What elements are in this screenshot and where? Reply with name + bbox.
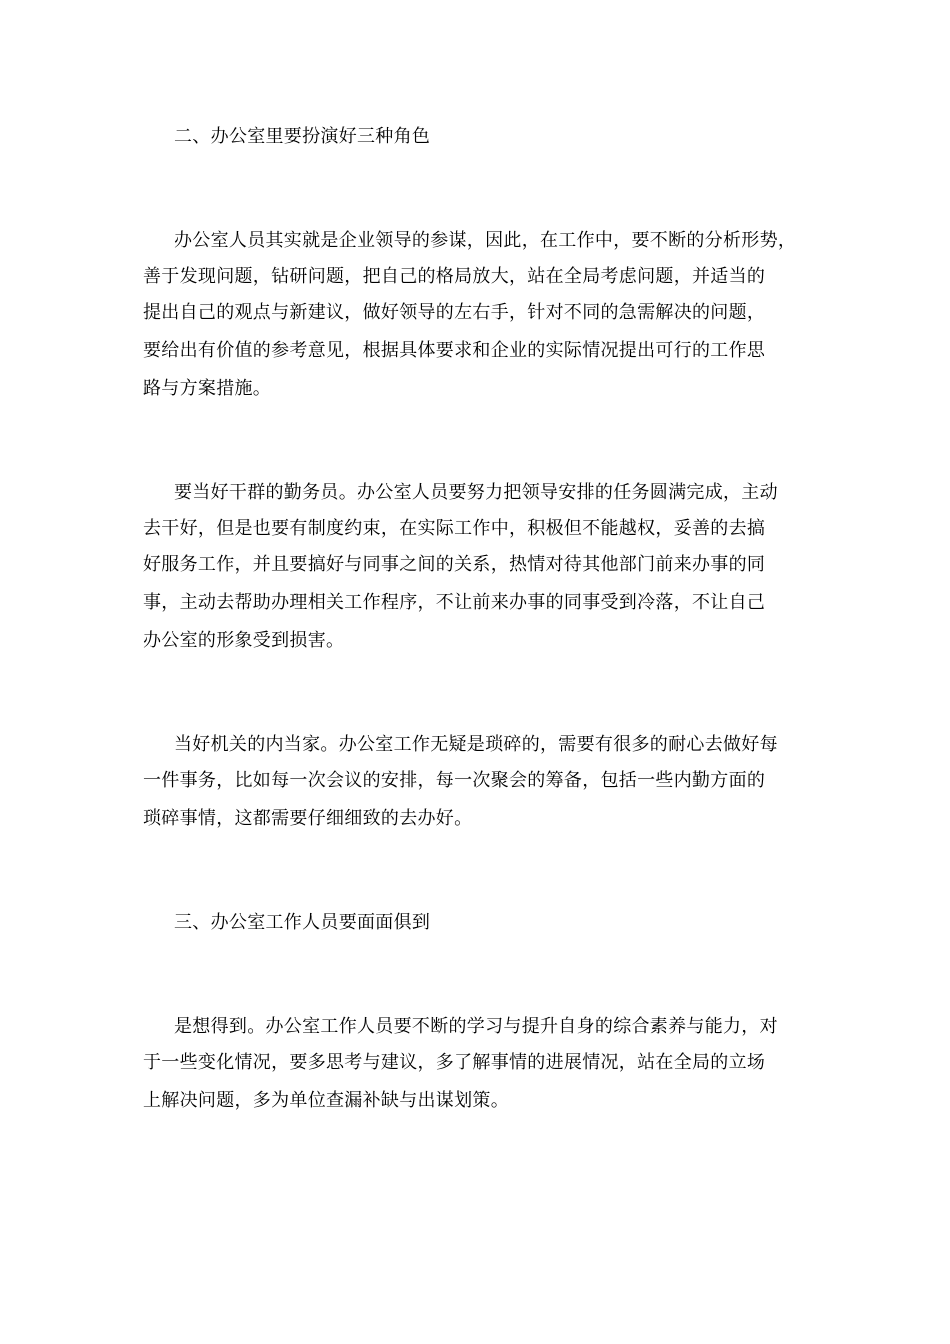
paragraph-line: 要当好干群的勤务员。办公室人员要努力把领导安排的任务圆满完成，主动 [174, 482, 778, 503]
paragraph-line: 办公室人员其实就是企业领导的参谋，因此，在工作中，要不断的分析形势， [174, 230, 797, 251]
paragraph-line: 一件事务，比如每一次会议的安排，每一次聚会的筹备，包括一些内勤方面的 [143, 770, 766, 791]
paragraph-line: 路与方案措施。 [143, 378, 272, 399]
paragraph-line: 事，主动去帮助办理相关工作程序，不让前来办事的同事受到冷落，不让自己 [143, 592, 766, 613]
paragraph-line: 上解决问题，多为单位查漏补缺与出谋划策。 [143, 1090, 509, 1111]
section-heading-2: 二、办公室里要扮演好三种角色 [174, 126, 431, 147]
paragraph-line: 于一些变化情况，要多思考与建议，多了解事情的进展情况，站在全局的立场 [143, 1052, 766, 1073]
section-heading-3: 三、办公室工作人员要面面俱到 [174, 912, 431, 933]
paragraph-line: 要给出有价值的参考意见，根据具体要求和企业的实际情况提出可行的工作思 [143, 340, 766, 361]
paragraph-line: 好服务工作，并且要搞好与同事之间的关系，热情对待其他部门前来办事的同 [143, 554, 766, 575]
paragraph-line: 去干好，但是也要有制度约束，在实际工作中，积极但不能越权，妥善的去搞 [143, 518, 766, 539]
paragraph-line: 琐碎事情，这都需要仔细细致的去办好。 [143, 808, 473, 829]
paragraph-line: 是想得到。办公室工作人员要不断的学习与提升自身的综合素养与能力，对 [174, 1016, 778, 1037]
paragraph-line: 提出自己的观点与新建议，做好领导的左右手，针对不同的急需解决的问题， [143, 302, 766, 323]
paragraph-line: 善于发现问题，钻研问题，把自己的格局放大，站在全局考虑问题，并适当的 [143, 266, 766, 287]
paragraph-line: 办公室的形象受到损害。 [143, 630, 345, 651]
paragraph-line: 当好机关的内当家。办公室工作无疑是琐碎的，需要有很多的耐心去做好每 [174, 734, 778, 755]
